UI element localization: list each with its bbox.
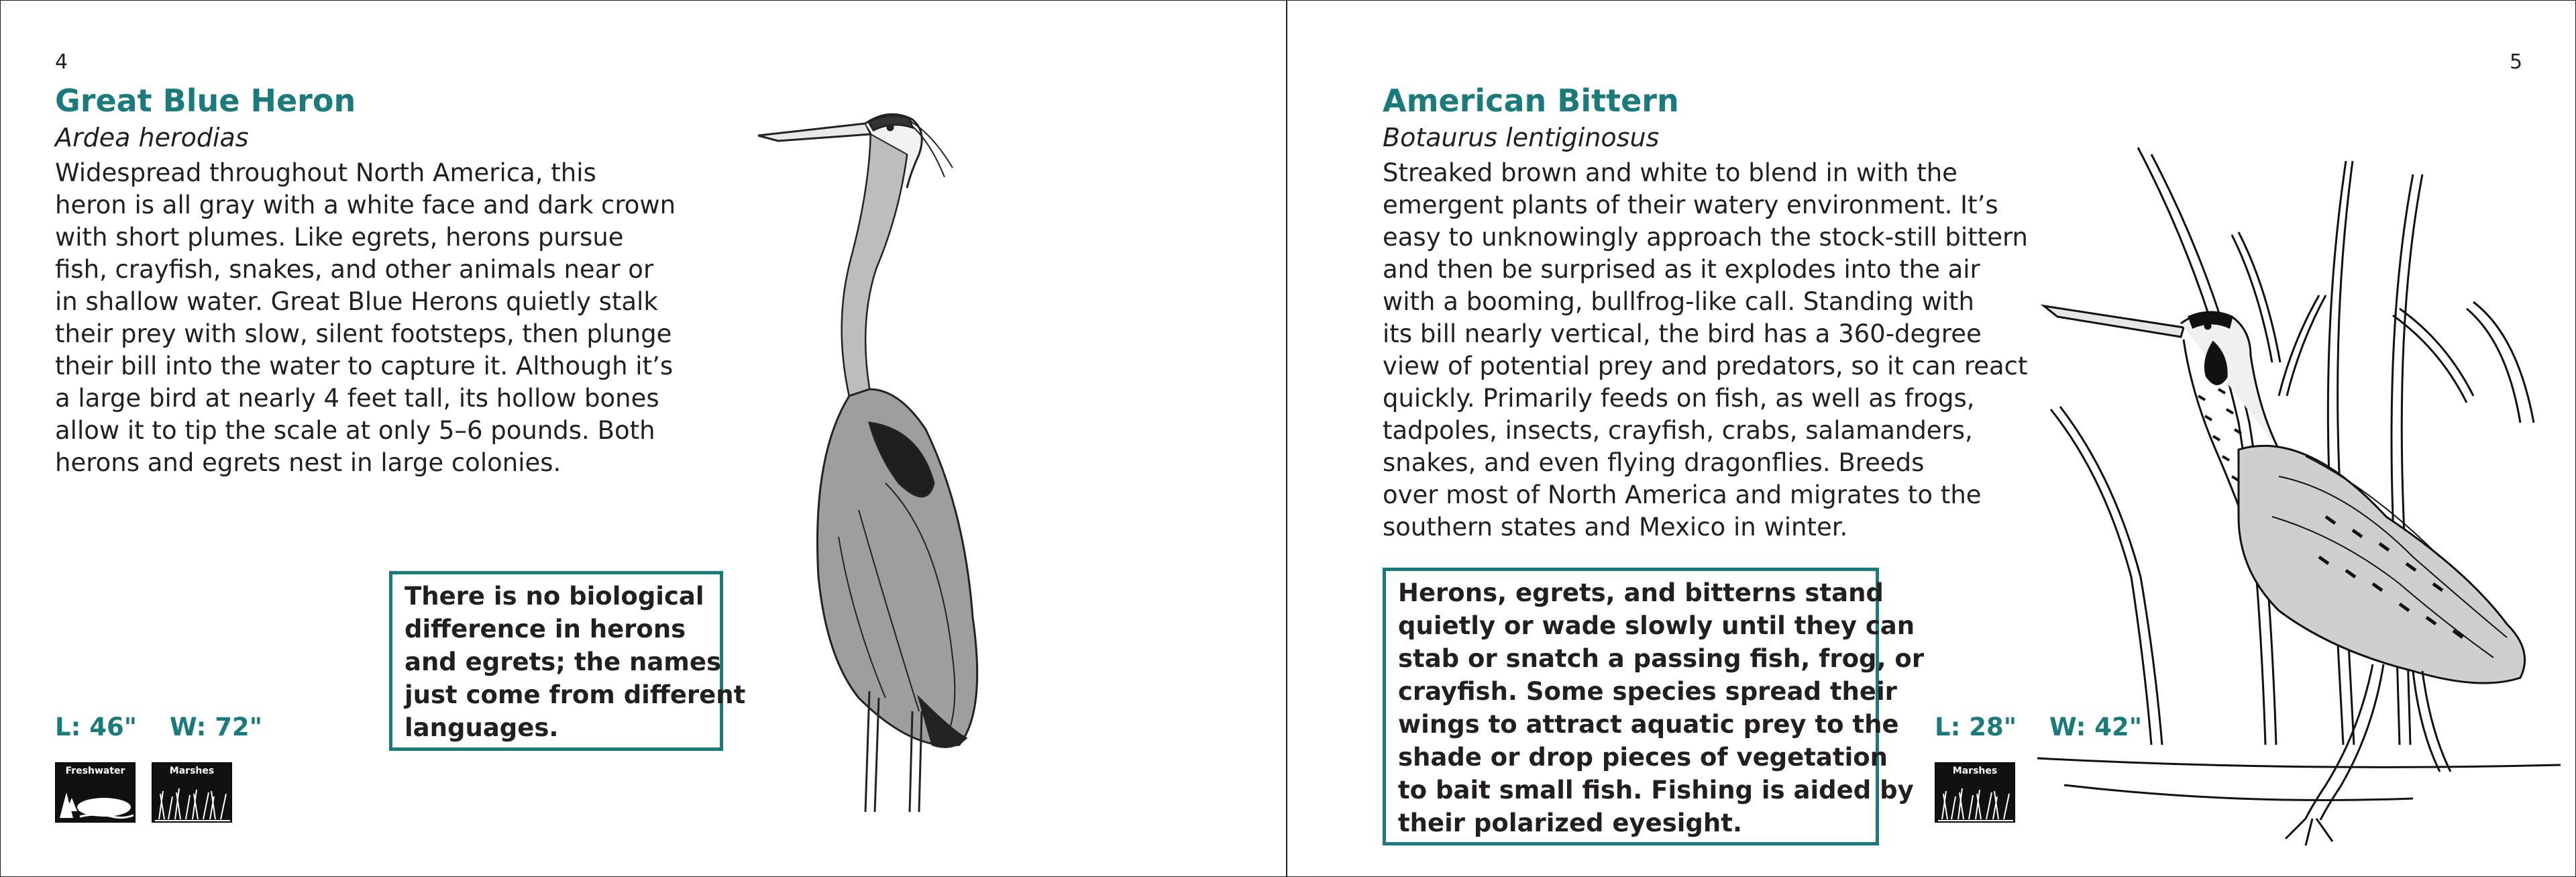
callout-line: crayfish. Some species spread their: [1398, 677, 1897, 706]
description-line: and then be surprised as it explodes into the air: [1383, 255, 1980, 284]
description-line: with a booming, bullfrog-like call. Standing with: [1383, 287, 1975, 316]
wingspan-measurement: W: 42": [2049, 713, 2143, 741]
callout-line: There is no biological: [405, 582, 704, 611]
description-line: heron is all gray with a white face and dark crown: [55, 191, 676, 219]
marsh-grass-graphic: [152, 778, 232, 823]
description-line: their bill into the water to capture it. Although it’s: [55, 352, 674, 380]
marsh-habitat-icon: [1935, 762, 2015, 823]
callout-line: just come from different: [405, 680, 746, 709]
description-line: herons and egrets nest in large colonies.: [55, 448, 561, 477]
species-title: Great Blue Heron: [55, 83, 356, 119]
description-line: over most of North America and migrates to the: [1383, 480, 1982, 509]
freshwater-scene-graphic: [56, 778, 136, 823]
description-line: its bill nearly vertical, the bird has a 360-degree: [1383, 319, 1982, 348]
description-line: Widespread throughout North America, this: [55, 158, 596, 187]
great-blue-heron-illustration: [751, 107, 1053, 819]
fact-callout-box: [389, 571, 746, 751]
wingspan-measurement: W: 72": [169, 713, 263, 741]
callout-line: Herons, egrets, and bitterns stand: [1398, 578, 1884, 607]
callout-line: stab or snatch a passing fish, frog, or: [1398, 644, 1925, 673]
species-description: [55, 157, 676, 479]
page-number: 4: [55, 50, 68, 74]
fact-callout-box: [1383, 568, 1925, 845]
description-line: view of potential prey and predators, so it can react: [1383, 352, 2028, 380]
description-line: emergent plants of their watery environment. It’s: [1383, 191, 1998, 219]
callout-line: quietly or wade slowly until they can: [1398, 611, 1915, 640]
callout-line: wings to attract aquatic prey to the: [1398, 710, 1899, 739]
description-line: with short plumes. Like egrets, herons pursue: [55, 223, 624, 252]
american-bittern-illustration: [2037, 141, 2561, 852]
page-number: 5: [2510, 50, 2523, 74]
habitat-label: Marshes: [169, 766, 215, 776]
length-measurement: L: 46": [55, 713, 138, 741]
length-measurement: L: 28": [1935, 713, 2017, 741]
description-line: allow it to tip the scale at only 5–6 pounds. Both: [55, 416, 655, 445]
description-line: easy to unknowingly approach the stock-still bittern: [1383, 223, 2028, 252]
callout-line: shade or drop pieces of vegetation: [1398, 743, 1888, 772]
scientific-name: Botaurus lentiginosus: [1383, 123, 1660, 152]
description-line: fish, crayfish, snakes, and other animals near or: [55, 255, 654, 284]
callout-line: difference in herons: [405, 615, 686, 643]
size-measurements: [55, 713, 262, 742]
habitat-label: Freshwater: [65, 766, 125, 776]
marsh-habitat-icon: [152, 762, 232, 823]
description-line: quickly. Primarily feeds on fish, as well as frogs,: [1383, 384, 1975, 413]
habitat-label: Marshes: [1952, 766, 1998, 776]
callout-line: and egrets; the names: [405, 648, 721, 676]
scientific-name: Ardea herodias: [55, 123, 249, 152]
species-description: [1383, 157, 2028, 544]
description-line: Streaked brown and white to blend in with the: [1383, 158, 1957, 187]
callout-line: languages.: [405, 713, 559, 742]
marsh-grass-graphic: [1935, 778, 2015, 823]
description-line: tadpoles, insects, crayfish, crabs, salamanders,: [1383, 416, 1973, 445]
description-line: their prey with slow, silent footsteps, then plunge: [55, 319, 672, 348]
description-line: in shallow water. Great Blue Herons quietly stalk: [55, 287, 658, 316]
left-page: [0, 0, 1286, 877]
species-title: American Bittern: [1383, 83, 1679, 119]
description-line: snakes, and even flying dragonflies. Breeds: [1383, 448, 1925, 477]
callout-line: their polarized eyesight.: [1398, 809, 1742, 837]
description-line: southern states and Mexico in winter.: [1383, 513, 1848, 541]
right-page: [1287, 0, 2576, 877]
callout-line: to bait small fish. Fishing is aided by: [1398, 776, 1914, 805]
freshwater-habitat-icon: [55, 762, 136, 823]
description-line: a large bird at nearly 4 feet tall, its hollow bones: [55, 384, 659, 413]
